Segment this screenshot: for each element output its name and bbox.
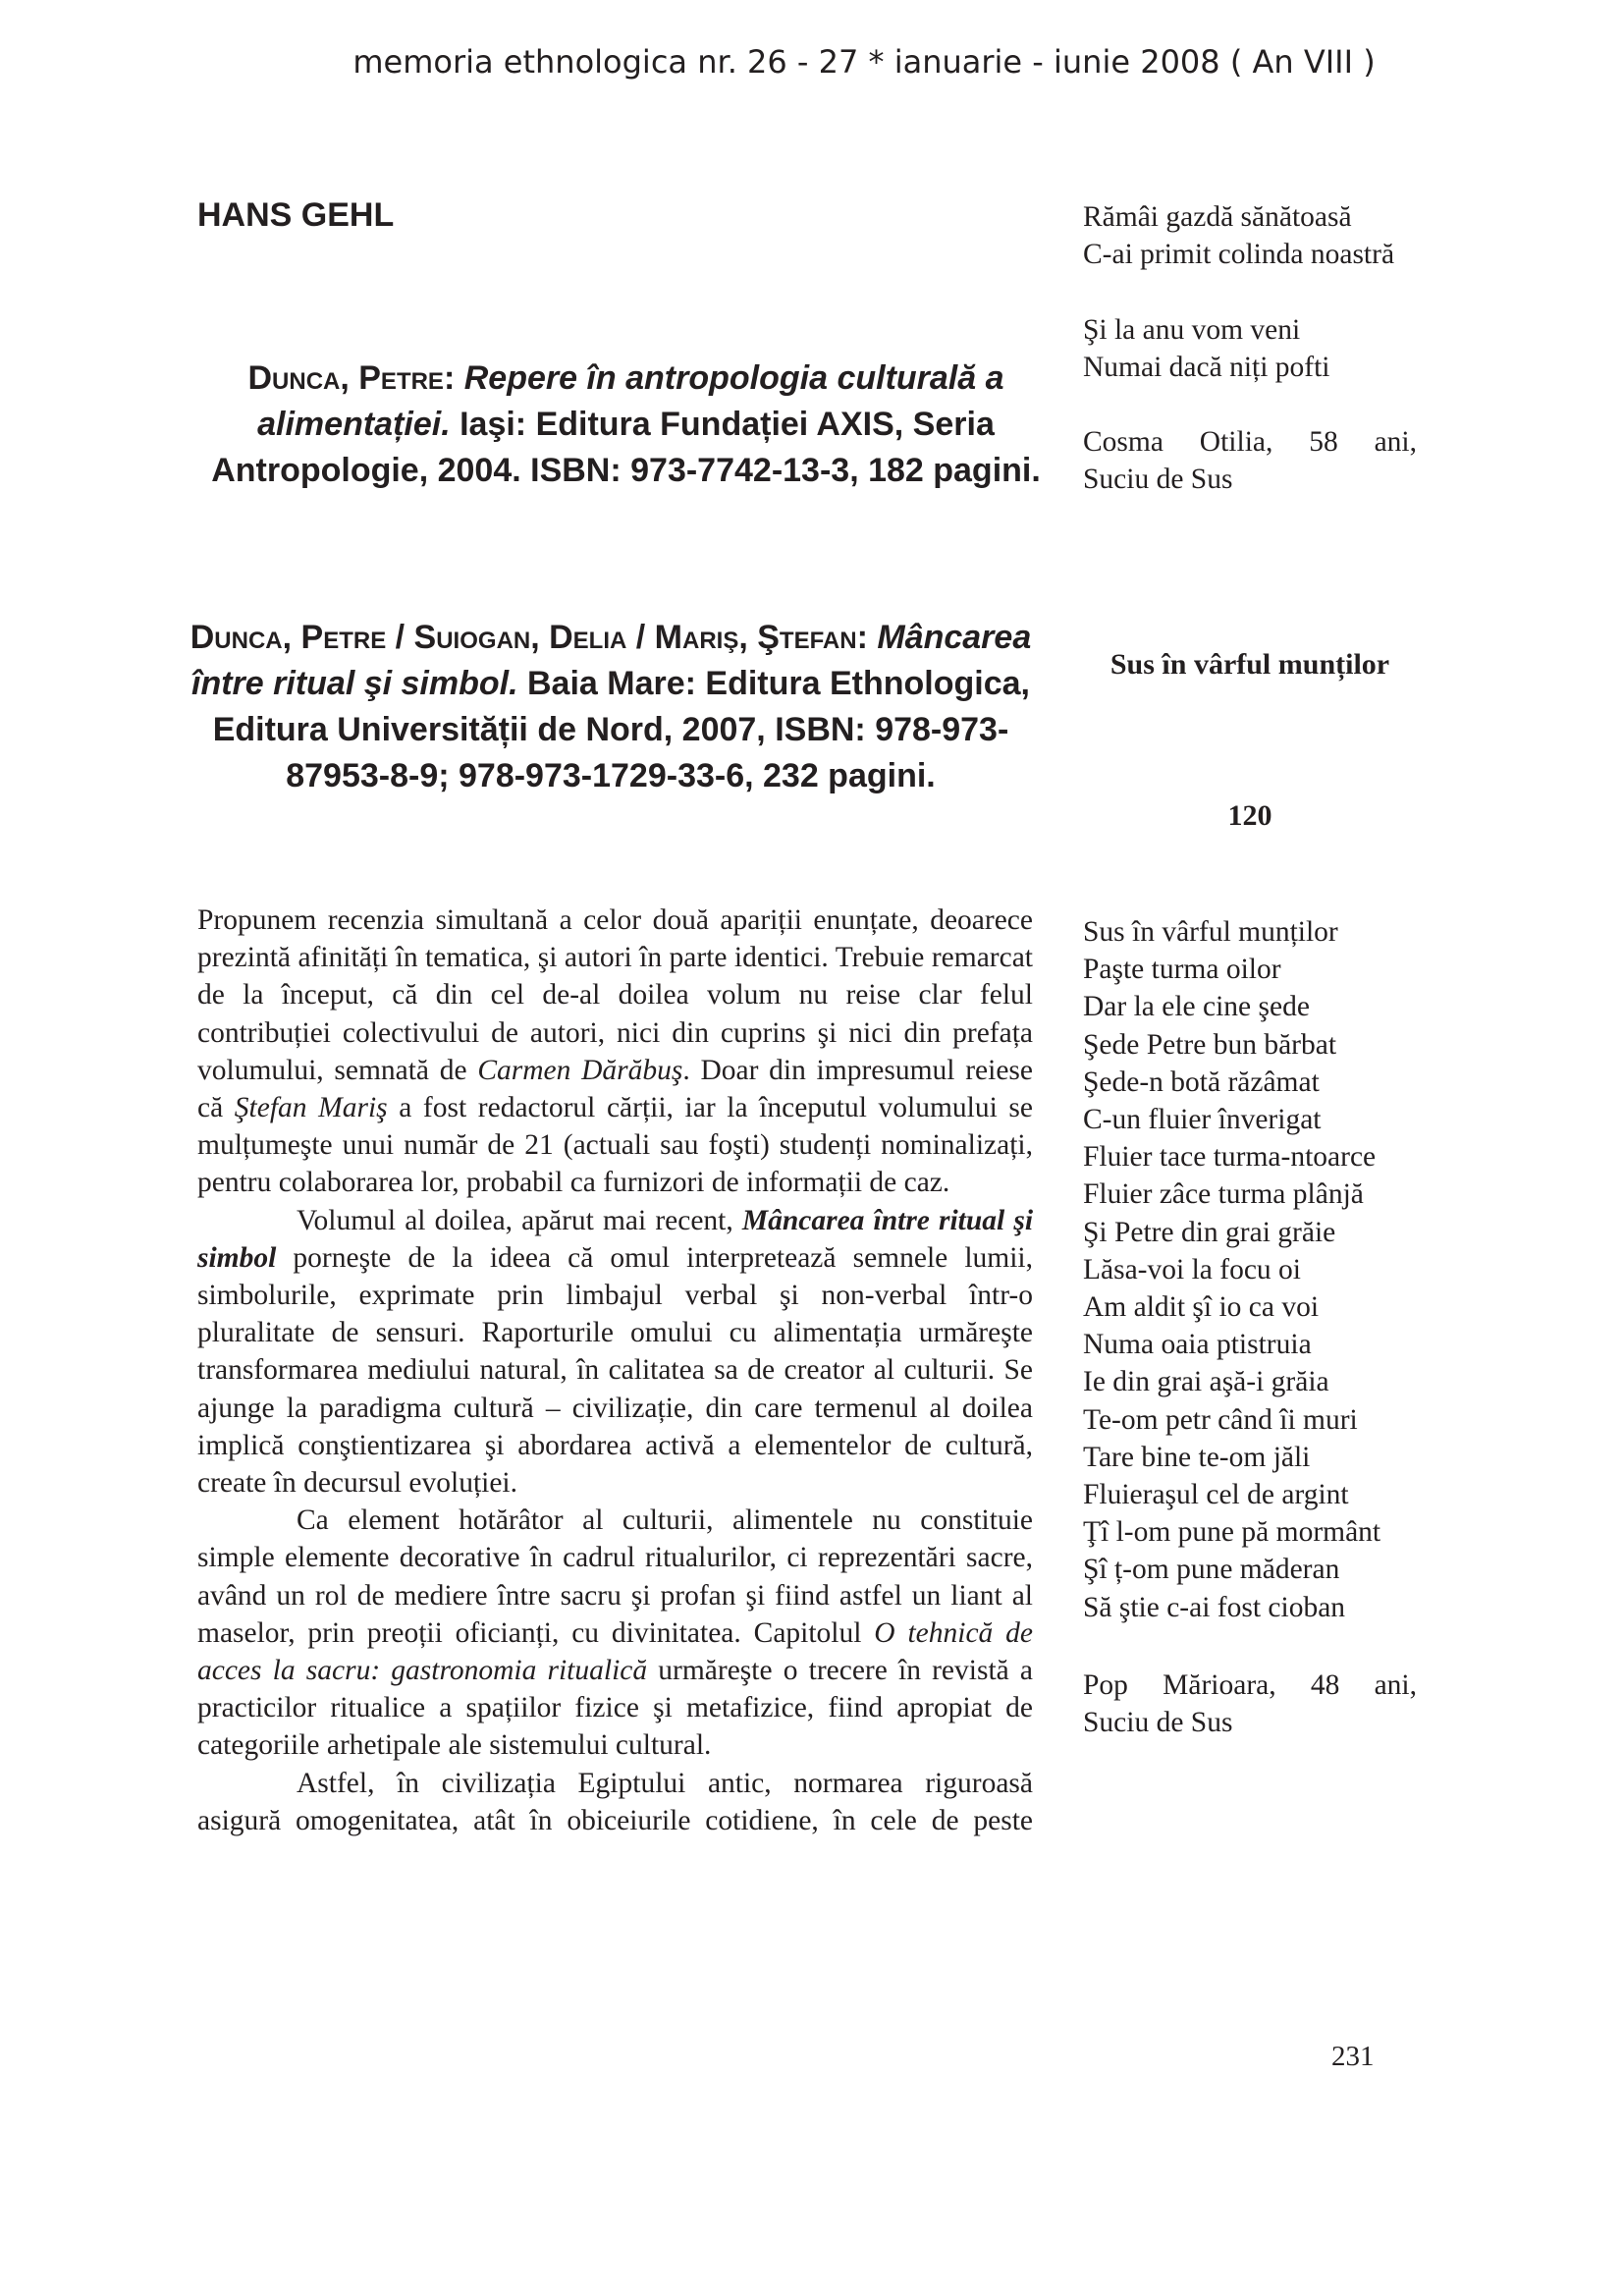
- paragraph-1-name-1: Carmen Dărăbuş: [477, 1054, 683, 1086]
- verse-line: Tare bine te-om jăli: [1083, 1441, 1311, 1473]
- reference-2: [184, 615, 1038, 799]
- informant-1-place: Suciu de Sus: [1083, 464, 1233, 496]
- paragraph-1-name-2: Ştefan Mariş: [234, 1092, 388, 1124]
- verse-line: Să ştie c-ai fost cioban: [1083, 1591, 1346, 1623]
- verse-line: Lăsa-voi la focu oi: [1083, 1253, 1301, 1285]
- colinda-stanza-1: [1083, 198, 1417, 273]
- reference-2-authors: Dunca, Petre / Suiogan, Delia / Mariş, Ştefan:: [189, 619, 868, 656]
- paragraph-1-part-a: Propunem recenzia simultană a celor două apariții enunțate, deoarece prezintă afinități în tematica, şi autori în parte identici. Trebuie remarcat de la început, că din cel de-al doilea volum nu reise clar felul contribuției colectivului de autori, nici din cuprins şi nici din prefața volumului, semnată de: [197, 904, 1033, 1086]
- review-body: [197, 902, 1033, 1839]
- verse-line: Fluier zâce turma plânjă: [1083, 1178, 1364, 1211]
- informant-2-name: Pop Mărioara, 48 ani,: [1083, 1669, 1417, 1701]
- reference-1-details: Iaşi: Editura Fundației AXIS, Seria Antropologie, 2004. ISBN: 973-7742-13-3, 182 pagini.: [211, 406, 1041, 489]
- verse-line: Fluier tace turma-ntoarce: [1083, 1141, 1377, 1174]
- paragraph-3-part-a: Ca element hotărâtor al culturii, alimentele nu constituie simple elemente decorative în cadrul ritualurilor, ci reprezentări sacre, având un rol de mediere între sacru şi profan şi fiind astfel un liant al maselor, prin preoții oficianți, cu divinitatea. Capitolul: [197, 1504, 1033, 1649]
- informant-1-name: Cosma Otilia, 58 ani,: [1083, 426, 1417, 458]
- verse-line: Şi Petre din grai grăie: [1083, 1216, 1336, 1248]
- verse-line: Ţî l-om pune pă mormânt: [1083, 1516, 1381, 1549]
- paragraph-2-part-a: Volumul al doilea, apărut mai recent,: [297, 1204, 742, 1236]
- reference-1-title: Repere în antropologia culturală a alimentației.: [257, 359, 1004, 443]
- verse-line: Sus în vârful munților: [1083, 916, 1338, 948]
- verse-line: Şî ț-om pune măderan: [1083, 1554, 1340, 1586]
- poem-title: Sus în vârful munților: [1109, 648, 1390, 681]
- review-author: HANS GEHL: [197, 196, 395, 234]
- verse-line: C-ai primit colinda noastră: [1083, 239, 1395, 271]
- paragraph-3: [197, 1502, 1033, 1764]
- paragraph-1-part-b: . Doar din impresumul reiese că: [197, 1054, 1033, 1124]
- verse-line: Paşte turma oilor: [1083, 954, 1281, 986]
- page-number: 231: [1331, 2041, 1375, 2072]
- verse-line: Numai dacă niți pofti: [1083, 352, 1330, 384]
- paragraph-3-title: O tehnică de acces la sacru: gastronomia ritualică: [197, 1616, 1033, 1687]
- verse-line: Rămâi gazdă sănătoasă: [1083, 201, 1352, 233]
- informant-2-place: Suciu de Sus: [1083, 1707, 1233, 1739]
- reference-1: [201, 355, 1051, 494]
- reference-2-details: Baia Mare: Editura Ethnologica, Editura Universității de Nord, 2007, ISBN: 978-973-87953-8-9; 978-973-1729-33-6, 232 pagini.: [212, 665, 1030, 794]
- paragraph-3-part-b: urmăreşte o trecere în revistă a practicilor ritualice a spațiilor fizice şi metafizice, fiind apropiat de categoriile arhetipale ale sistemului cultural.: [197, 1655, 1033, 1762]
- reference-1-authors: Dunca, Petre:: [247, 359, 456, 397]
- paragraph-1-part-c: a fost redactorul cărții, iar la începutul volumului se mulțumeşte unui număr de 21 (actuali sau foşti) studenți nominalizați, pentru colaborarea lor, probabil ca furnizori de informații de caz.: [197, 1092, 1033, 1199]
- verse-line: Te-om petr când îi muri: [1083, 1403, 1358, 1436]
- reference-2-title: Mâncarea între ritual şi simbol.: [191, 619, 1032, 702]
- verse-line: C-un fluier înverigat: [1083, 1104, 1322, 1136]
- paragraph-2: [197, 1202, 1033, 1503]
- poem-verses: [1083, 913, 1417, 1626]
- informant-1: [1083, 423, 1417, 498]
- paragraph-1: [197, 902, 1033, 1202]
- informant-2: [1083, 1667, 1417, 1741]
- verse-line: Fluieraşul cel de argint: [1083, 1479, 1349, 1511]
- colinda-stanza-2: [1083, 311, 1417, 386]
- verse-line: Ie din grai aşă-i grăia: [1083, 1366, 1329, 1398]
- verse-line: Şi la anu vom veni: [1083, 314, 1301, 346]
- verse-line: Dar la ele cine şede: [1083, 991, 1310, 1023]
- verse-line: Şede Petre bun bărbat: [1083, 1028, 1337, 1061]
- paragraph-2-part-b: porneşte de la ideea că omul interpretează semnele lumii, simbolurile, exprimate prin limbajul verbal şi non-verbal într-o pluralitate de sensuri. Raporturile omului cu alimentația urmăreşte transformarea mediului natural, în calitatea sa de creator al culturii. Se ajunge la paradigma cultură – civilizație, din care termenul al doilea implică conştientizarea şi abordarea activă a elementelor de cultură, create în decursul evoluției.: [197, 1241, 1033, 1500]
- verse-line: Am aldit şî io ca voi: [1083, 1291, 1320, 1324]
- journal-header: memoria ethnologica nr. 26 - 27 * ianuarie - iunie 2008 ( An VIII ): [352, 43, 1376, 81]
- poem-number: 120: [1227, 799, 1272, 832]
- verse-line: Şede-n botă răzâmat: [1083, 1066, 1320, 1098]
- verse-line: Numa oaia ptistruia: [1083, 1329, 1312, 1361]
- paragraph-4: Astfel, în civilizația Egiptului antic, normarea riguroasă asigură omogenitatea, atât în obiceiurile cotidiene, în cele de peste: [197, 1767, 1033, 1836]
- paragraph-2-title: Mâncarea între ritual şi simbol: [197, 1204, 1034, 1274]
